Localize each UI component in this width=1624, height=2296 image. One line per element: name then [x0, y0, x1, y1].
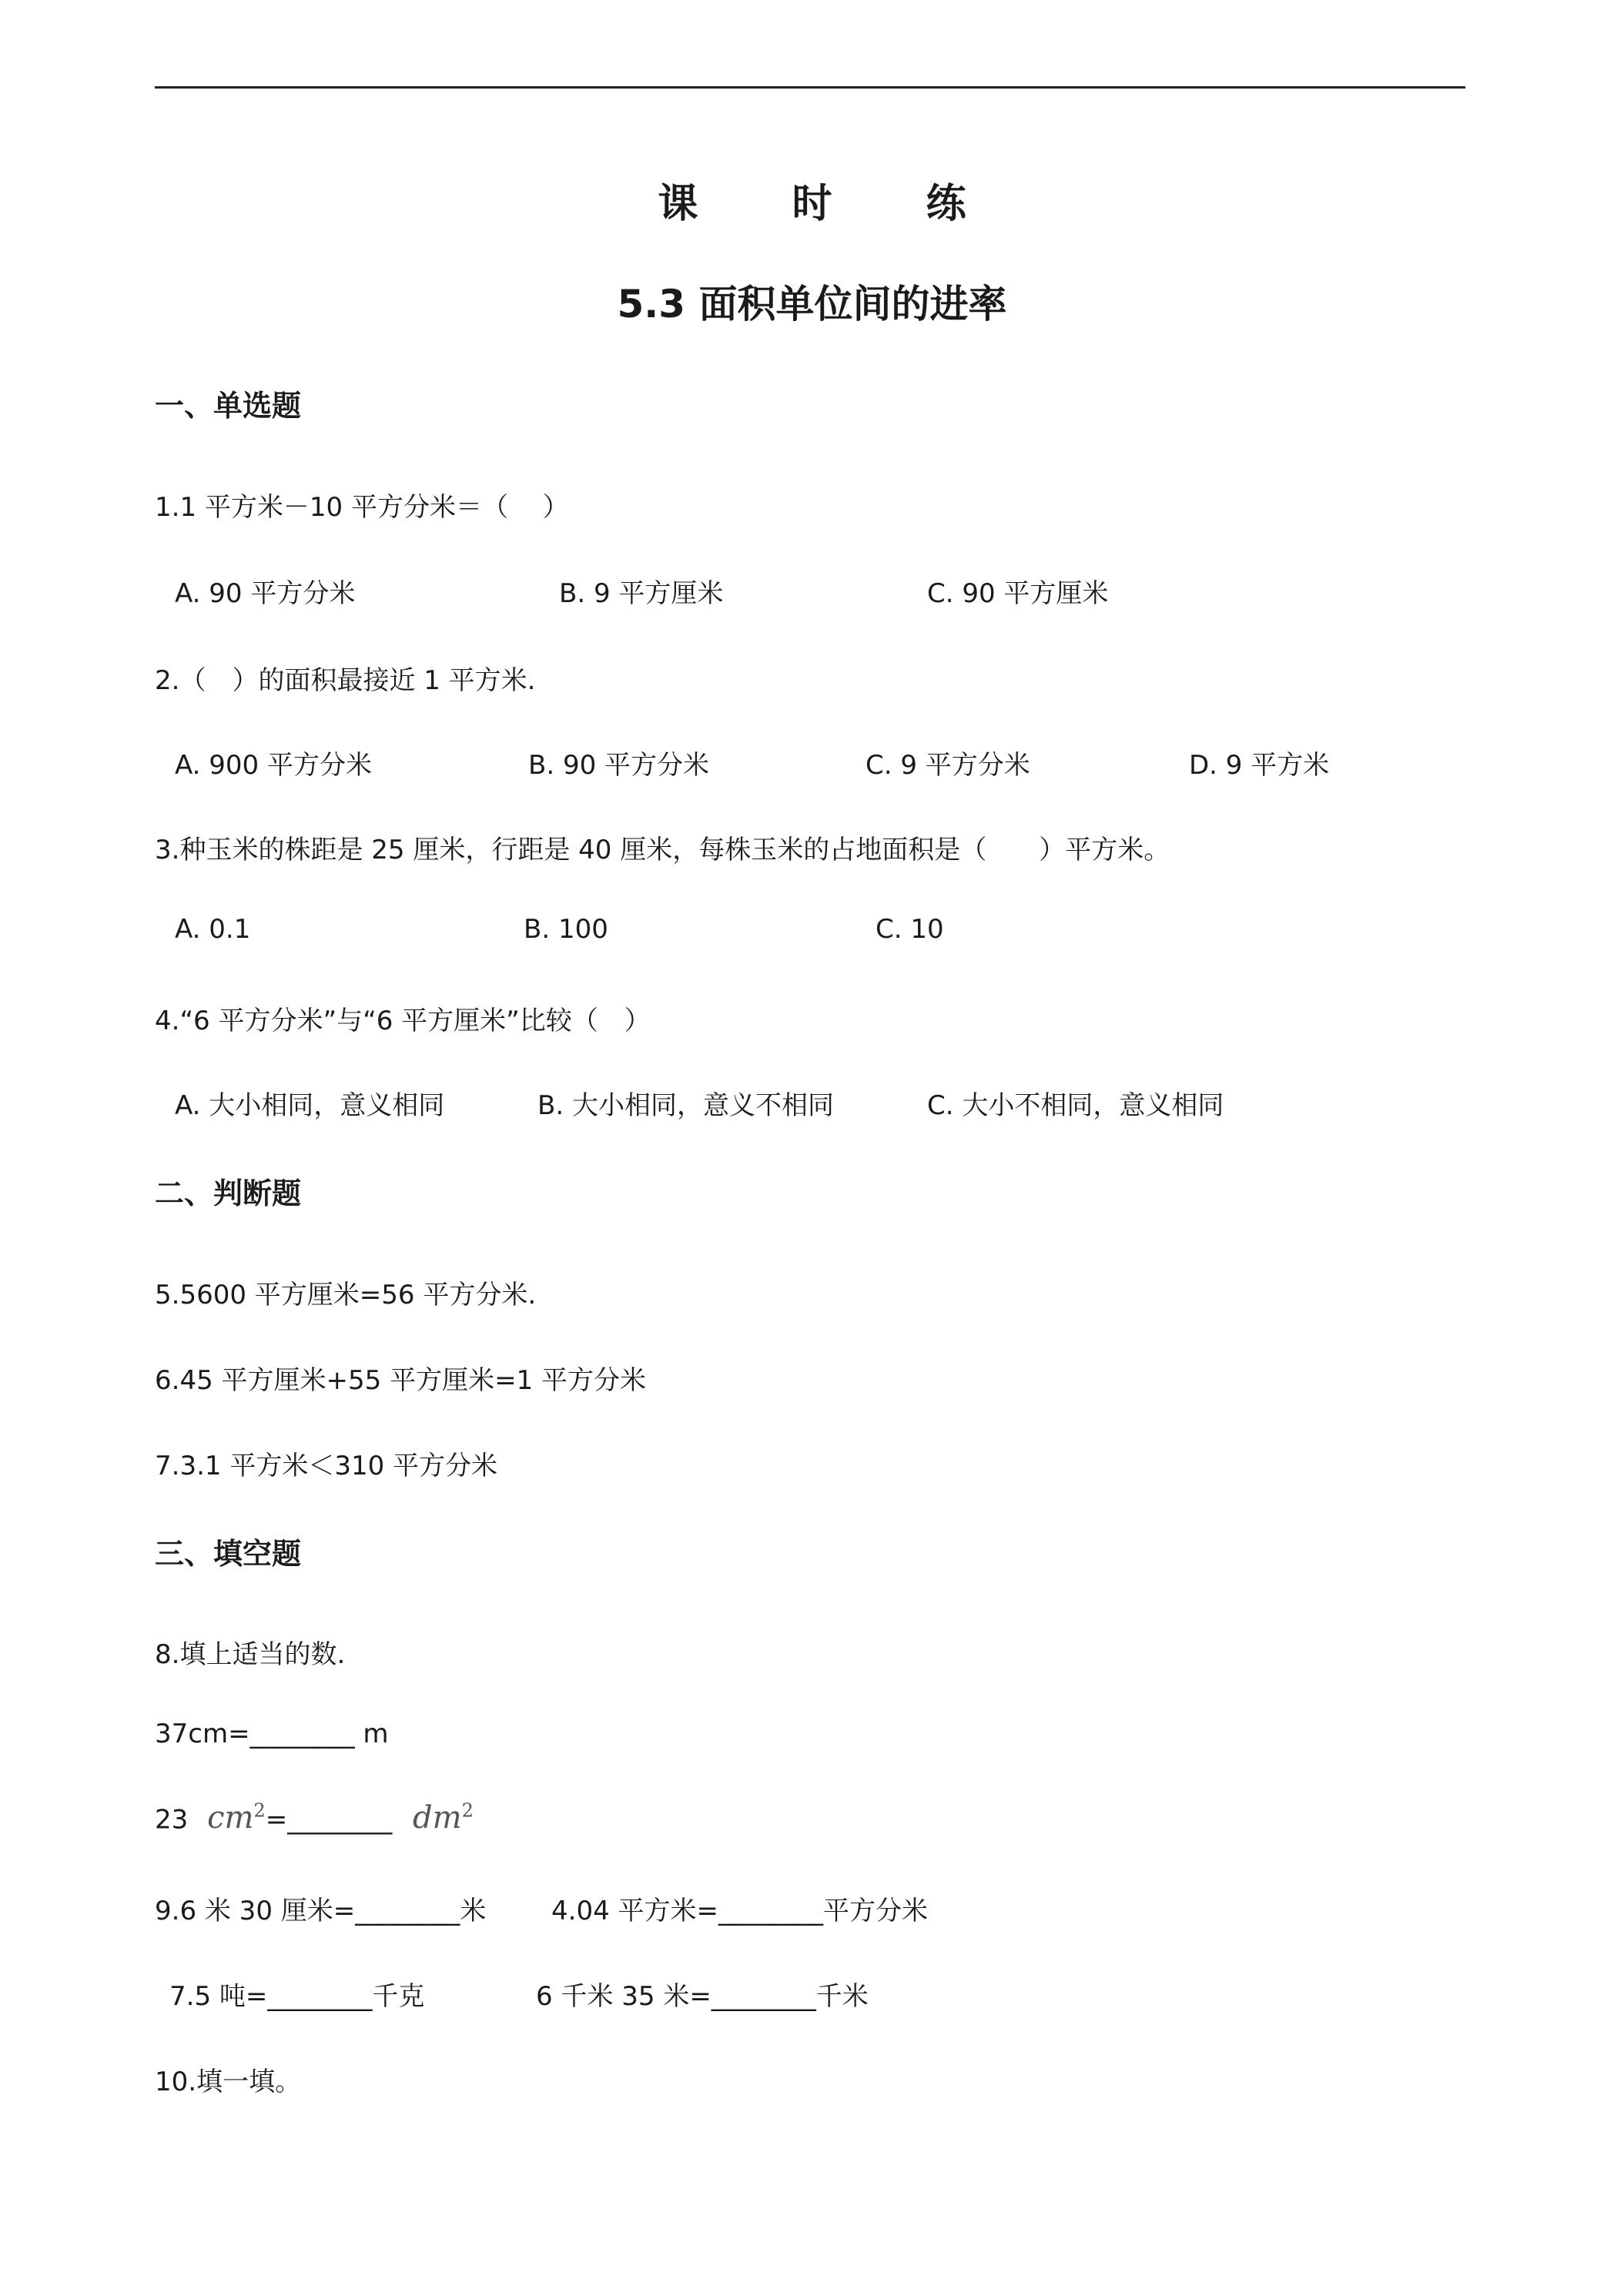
q4-option-b: B. 大小相同，意义不相同	[537, 1090, 834, 1121]
question-3: 3.种玉米的株距是 25 厘米，行距是 40 厘米，每株玉米的占地面积是（ ）平方米。	[155, 835, 1170, 865]
question-8: 8.填上适当的数.	[155, 1639, 346, 1670]
q3-option-b: B. 100	[524, 914, 608, 945]
q4-option-a: A. 大小相同，意义相同	[175, 1090, 445, 1121]
page-subtitle: 5.3 面积单位间的进率	[617, 282, 1007, 326]
q1-option-c: C. 90 平方厘米	[927, 578, 1109, 609]
section-heading-single-choice: 一、单选题	[155, 389, 302, 423]
q1-option-a: A. 90 平方分米	[175, 578, 356, 609]
page-title: 课 时 练	[658, 181, 1006, 227]
question-6: 6.45 平方厘米+55 平方厘米=1 平方分米	[155, 1365, 646, 1396]
q8-line-2-number: 23	[155, 1804, 189, 1836]
question-9-part-d: 6 千米 35 米=________千米	[536, 1981, 869, 2012]
q8-line-1: 37cm=________ m	[155, 1719, 389, 1749]
unit-dm2: $dm^2$	[413, 1800, 474, 1836]
q4-option-c: C. 大小不相同，意义相同	[927, 1090, 1224, 1121]
question-5: 5.5600 平方厘米=56 平方分米.	[155, 1280, 537, 1310]
unit-cm2: $cm^2$	[207, 1800, 266, 1836]
question-9-part-c: 7.5 吨=________千克	[169, 1981, 425, 2012]
q2-option-a: A. 900 平方分米	[175, 750, 372, 781]
q3-option-a: A. 0.1	[175, 914, 251, 945]
section-heading-true-false: 二、判断题	[155, 1176, 302, 1210]
q8-line-2	[155, 1800, 474, 1836]
q8-line-2-blank: =________	[265, 1804, 393, 1836]
question-2: 2.（ ）的面积最接近 1 平方米.	[155, 665, 536, 696]
q3-option-c: C. 10	[876, 914, 944, 945]
q2-option-b: B. 90 平方分米	[528, 750, 710, 781]
section-heading-fill-in: 三、填空题	[155, 1537, 302, 1571]
question-10: 10.填一填。	[155, 2067, 302, 2097]
question-1: 1.1 平方米－10 平方分米＝（ ）	[155, 492, 569, 523]
q2-option-c: C. 9 平方分米	[866, 750, 1030, 781]
q1-option-b: B. 9 平方厘米	[559, 578, 724, 609]
question-4: 4.“6 平方分米”与“6 平方厘米”比较（ ）	[155, 1006, 651, 1036]
question-7: 7.3.1 平方米＜310 平方分米	[155, 1451, 498, 1481]
question-9-part-a: 9.6 米 30 厘米=________米	[155, 1896, 487, 1926]
question-9-part-b: 4.04 平方米=________平方分米	[551, 1896, 928, 1926]
q2-option-d: D. 9 平方米	[1189, 750, 1330, 781]
header-rule	[155, 86, 1465, 89]
